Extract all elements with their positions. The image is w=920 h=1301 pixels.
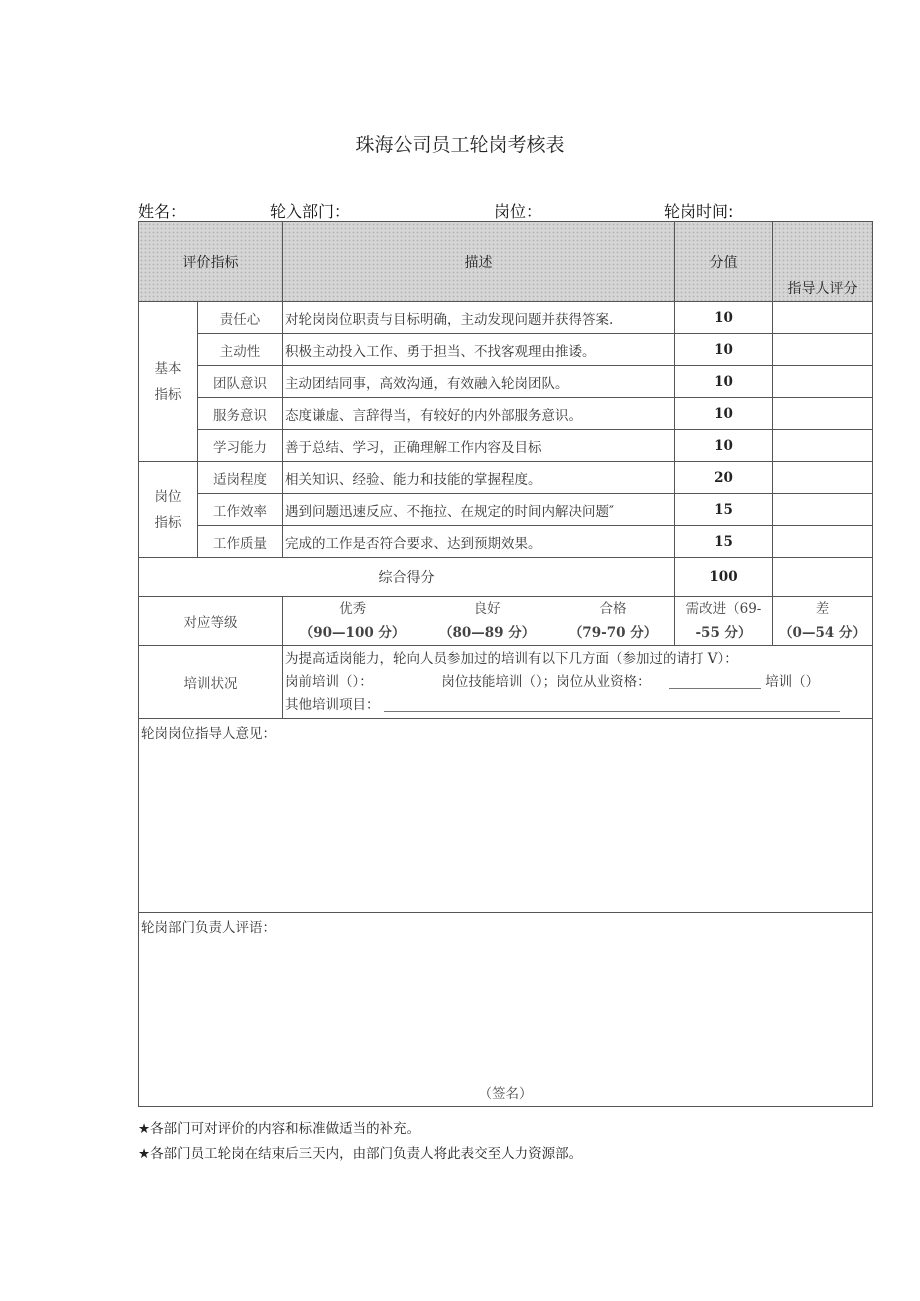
item-score: 10 (675, 366, 773, 398)
total-label: 综合得分 (139, 558, 675, 597)
mentor-opinion-box[interactable] (139, 719, 873, 913)
table-row (139, 302, 873, 334)
mentor-opinion-label: 轮岗岗位指导人意见： (141, 726, 276, 742)
leader-comment-row (139, 913, 873, 1107)
table-row (139, 334, 873, 366)
table-row (139, 398, 873, 430)
page-title: 珠海公司员工轮岗考核表 (355, 134, 565, 156)
cert-blank[interactable] (669, 676, 761, 689)
item-label: 服务意识 (198, 398, 283, 430)
group-basic: 基本 指标 (139, 302, 198, 462)
star-icon: ★ (138, 1121, 151, 1137)
time-label: 轮岗时间: (664, 202, 734, 221)
table-row (139, 526, 873, 558)
item-desc: 主动团结同事，高效沟通，有效融入轮岗团队。 (283, 366, 675, 398)
table-row (139, 494, 873, 526)
training-row (139, 646, 873, 719)
item-score: 10 (675, 334, 773, 366)
item-label: 工作效率 (198, 494, 283, 526)
table-row (139, 430, 873, 462)
post-label: 岗位： (494, 202, 543, 221)
mentor-score-cell[interactable] (773, 526, 873, 558)
cert-training[interactable]: 培训（） (765, 673, 820, 690)
mentor-score-cell[interactable] (773, 366, 873, 398)
grade-poor: 差 （0—54 分） (773, 597, 873, 646)
mentor-score-cell[interactable] (773, 462, 873, 494)
item-desc: 积极主动投入工作、勇于担当、不找客观理由推诿。 (283, 334, 675, 366)
mentor-score-cell[interactable] (773, 302, 873, 334)
grade-label: 对应等级 (139, 597, 283, 646)
item-label: 学习能力 (198, 430, 283, 462)
item-desc: 态度谦虚、言辞得当，有较好的内外部服务意识。 (283, 398, 675, 430)
other-training-blank[interactable] (384, 699, 840, 712)
item-desc: 完成的工作是否符合要求、达到预期效果。 (283, 526, 675, 558)
table-row (139, 462, 873, 494)
total-score: 100 (675, 558, 773, 597)
training-label: 培训状况 (139, 646, 283, 719)
signature-label: （签名） (478, 1086, 533, 1102)
item-desc: 善于总结、学习，正确理解工作内容及目标 (283, 430, 675, 462)
dept-label: 轮入部门： (270, 202, 351, 221)
assessment-table (138, 221, 873, 1107)
grade-cells (283, 597, 675, 646)
item-score: 20 (675, 462, 773, 494)
group-post: 岗位 指标 (139, 462, 198, 558)
item-label: 主动性 (198, 334, 283, 366)
item-label: 团队意识 (198, 366, 283, 398)
item-label: 工作质量 (198, 526, 283, 558)
item-score: 10 (675, 398, 773, 430)
grade-pass: 合格 （79-70 分） (568, 601, 658, 641)
table-row (139, 366, 873, 398)
item-score: 15 (675, 526, 773, 558)
name-label: 姓名： (138, 202, 187, 221)
item-score: 10 (675, 302, 773, 334)
item-desc: 遇到问题迅速反应、不拖拉、在规定的时间内解决问题″ (283, 494, 675, 526)
grade-improve: 需改进（69- -55 分） (675, 597, 773, 646)
note-2: ★各部门员工轮岗在结束后三天内，由部门负责人将此表交至人力资源部。 (138, 1146, 583, 1162)
item-label: 责任心 (198, 302, 283, 334)
mentor-score-cell[interactable] (773, 430, 873, 462)
header-mentor-score: 指导人评分 (773, 222, 873, 302)
training-line1: 为提高适岗能力，轮向人员参加过的培训有以下几方面（参加过的请打 V）： (285, 650, 738, 667)
note-1: ★各部门可对评价的内容和标准做适当的补充。 (138, 1121, 421, 1137)
item-desc: 对轮岗岗位职责与目标明确，主动发现问题并获得答案. (283, 302, 675, 334)
star-icon: ★ (138, 1146, 151, 1162)
item-label: 适岗程度 (198, 462, 283, 494)
mentor-score-cell[interactable] (773, 334, 873, 366)
skill-training[interactable]: 岗位技能培训（）；岗位从业资格： (441, 673, 651, 690)
header-score: 分值 (675, 222, 773, 302)
item-score: 10 (675, 430, 773, 462)
leader-comment-box[interactable] (139, 913, 873, 1107)
grade-excellent: 优秀 （90—100 分） (299, 601, 406, 641)
grade-row (139, 597, 873, 646)
item-desc: 相关知识、经验、能力和技能的掌握程度。 (283, 462, 675, 494)
pre-job-training[interactable]: 岗前培训（）： (285, 673, 373, 690)
mentor-score-cell[interactable] (773, 398, 873, 430)
mentor-score-cell[interactable] (773, 494, 873, 526)
grade-good: 良好 （80—89 分） (438, 601, 536, 641)
other-training-label: 其他培训项目： (285, 696, 380, 713)
leader-comment-label: 轮岗部门负责人评语： (141, 920, 276, 936)
mentor-opinion-row (139, 719, 873, 913)
header-indicator: 评价指标 (139, 222, 283, 302)
training-content (283, 646, 873, 719)
item-score: 15 (675, 494, 773, 526)
total-mentor-cell[interactable] (773, 558, 873, 597)
total-row (139, 558, 873, 597)
header-description: 描述 (283, 222, 675, 302)
